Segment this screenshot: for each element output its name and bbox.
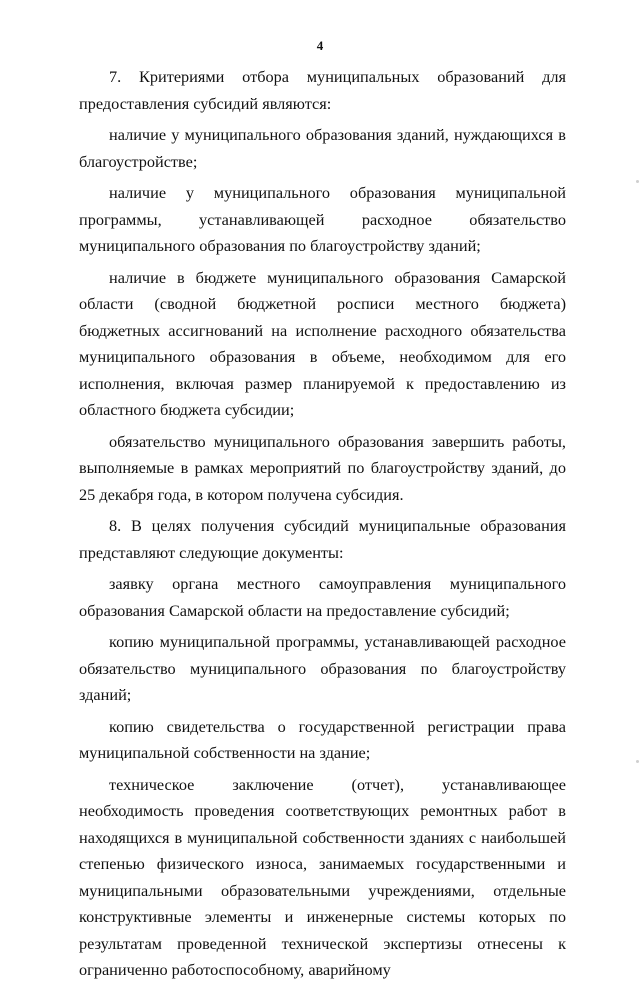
paragraph-criterion-obligation xyxy=(79,429,566,509)
paragraph-criteria xyxy=(79,64,566,117)
paragraph-number: 8. xyxy=(109,516,122,535)
paragraph-text: В целях получения субсидий муниципальные образования представляют следующие документы: xyxy=(79,516,566,562)
paragraph-number: 7. xyxy=(109,67,122,86)
paragraph-text: наличие в бюджете муниципального образования Самарской области (сводной бюджетной росписи местного бюджета) бюджетных ассигнований на исполнение расходного обязательства муниципального образования в объеме, необходимом для его исполнения, включая размер планируемой к предоставлению из областного бюджета субсидии; xyxy=(79,267,566,419)
scan-speck xyxy=(636,760,639,763)
scan-speck xyxy=(636,180,639,183)
paragraph-document-program-copy xyxy=(79,629,566,709)
paragraph-criterion-program xyxy=(79,180,566,260)
paragraph-criterion-buildings xyxy=(79,122,566,175)
paragraph-text: копию муниципальной программы, устанавливающей расходное обязательство муниципального образования по благоустройству зданий; xyxy=(79,632,566,704)
paragraph-text: заявку органа местного самоуправления муниципального образования Самарской области на предоставление субсидий; xyxy=(79,574,566,620)
paragraph-document-technical-report xyxy=(79,772,566,984)
paragraph-document-certificate-copy xyxy=(79,714,566,767)
paragraph-criterion-budget xyxy=(79,265,566,424)
paragraph-text: копию свидетельства о государственной регистрации права муниципальной собственности на здание; xyxy=(79,716,566,762)
document-body xyxy=(79,64,566,989)
paragraph-text: Критериями отбора муниципальных образований для предоставления субсидий являются: xyxy=(79,67,566,113)
paragraph-document-application xyxy=(79,571,566,624)
paragraph-text: обязательство муниципального образования завершить работы, выполняемые в рамках мероприятий по благоустройству зданий, до 25 декабря года, в котором получена субсидия. xyxy=(79,431,566,504)
paragraph-text: наличие у муниципального образования зданий, нуждающихся в благоустройстве; xyxy=(79,125,566,171)
paragraph-text: наличие у муниципального образования муниципальной программы, устанавливающей расходное обязательство муниципального образования по благоустройству зданий; xyxy=(79,183,566,255)
paragraph-documents xyxy=(79,513,566,566)
page-number: 4 xyxy=(316,38,324,53)
paragraph-text: техническое заключение (отчет), устанавливающее необходимость проведения соответствующих ремонтных работ в находящихся в муниципальной собственности зданиях с наибольшей степенью физического износа, занимаемых государственными и муниципальными образовательными учреждениями, отдельные конструктивные элементы и инженерные системы которых по результатам проведенной технической экспертизы отнесены к ограниченно работоспособному, аварийному xyxy=(79,774,566,979)
